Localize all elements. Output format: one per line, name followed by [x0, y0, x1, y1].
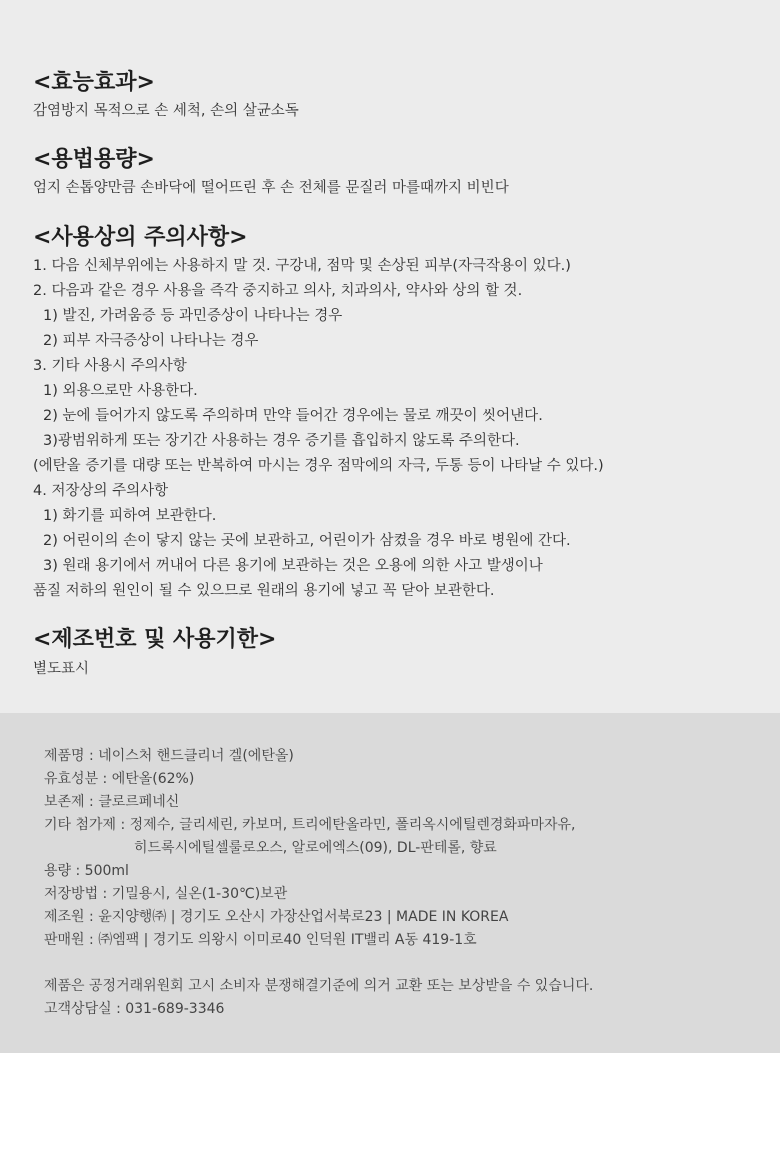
- precaution-line: 품질 저하의 원인이 될 수 있으므로 원래의 용기에 넣고 꼭 닫아 보관한다.: [33, 583, 495, 599]
- additives: 기타 첨가제 : 정제수, 글리세린, 카보머, 트리에탄올라민, 폴리옥시에틸렌경화파마자유,: [44, 817, 576, 833]
- consumer-notice: 제품은 공정거래위원회 고시 소비자 분쟁해결기준에 의거 교환 또는 보상받을 수 있습니다.: [44, 978, 594, 994]
- precaution-line: 3. 기타 사용시 주의사항: [33, 358, 187, 374]
- precaution-line: 1) 발진, 가려움증 등 과민증상이 나타나는 경우: [43, 308, 343, 324]
- seller: 판매원 : ㈜엠팩 | 경기도 의왕시 이미로40 인덕원 IT밸리 A동 419-1호: [44, 932, 477, 948]
- precaution-line: 1) 외용으로만 사용한다.: [43, 383, 198, 399]
- preservative: 보존제 : 클로르페네신: [44, 794, 180, 810]
- manufacture-heading: <제조번호 및 사용기한>: [33, 627, 277, 652]
- storage-method: 저장방법 : 기밀용시, 실온(1-30℃)보관: [44, 886, 288, 902]
- precaution-line: 2) 어린이의 손이 닿지 않는 곳에 보관하고, 어린이가 삼켰을 경우 바로 병원에 간다.: [43, 533, 571, 549]
- precaution-line: 3)광범위하게 또는 장기간 사용하는 경우 증기를 흡입하지 않도록 주의한다.: [43, 433, 520, 449]
- additives-continued: 히드록시에틸셀룰로오스, 알로에엑스(09), DL-판테롤, 향료: [134, 840, 497, 856]
- precaution-line: 3) 원래 용기에서 꺼내어 다른 용기에 보관하는 것은 오용에 의한 사고 발생이나: [43, 558, 543, 574]
- efficacy-heading: <효능효과>: [33, 70, 155, 95]
- precaution-line: (에탄올 증기를 대량 또는 반복하여 마시는 경우 점막에의 자극, 두통 등이 나타날 수 있다.): [33, 458, 604, 474]
- page-footer-space: [0, 1053, 780, 1152]
- precaution-line: 1. 다음 신체부위에는 사용하지 말 것. 구강내, 점막 및 손상된 피부(자극작용이 있다.): [33, 258, 571, 274]
- manufacture-text: 별도표시: [33, 661, 90, 677]
- dosage-heading: <용법용량>: [33, 147, 155, 172]
- dosage-text: 엄지 손톱양만큼 손바닥에 떨어뜨린 후 손 전체를 문질러 마를때까지 비빈다: [33, 180, 509, 196]
- precaution-line: 2. 다음과 같은 경우 사용을 즉각 중지하고 의사, 치과의사, 약사와 상의 할 것.: [33, 283, 523, 299]
- precaution-line: 4. 저장상의 주의사항: [33, 483, 169, 499]
- product-name: 제품명 : 네이스처 핸드클리너 겔(에탄올): [44, 748, 294, 764]
- precaution-line: 2) 피부 자극증상이 나타나는 경우: [43, 333, 259, 349]
- customer-service: 고객상담실 : 031-689-3346: [44, 1001, 225, 1017]
- precautions-heading: <사용상의 주의사항>: [33, 225, 248, 250]
- manufacturer: 제조원 : 윤지양행㈜ | 경기도 오산시 가장산업서북로23 | MADE IN KOREA: [44, 909, 509, 925]
- volume: 용량 : 500ml: [44, 863, 129, 879]
- efficacy-text: 감염방지 목적으로 손 세척, 손의 살균소독: [33, 103, 299, 119]
- precaution-line: 1) 화기를 피하여 보관한다.: [43, 508, 217, 524]
- precaution-line: 2) 눈에 들어가지 않도록 주의하며 만약 들어간 경우에는 물로 깨끗이 씻어낸다.: [43, 408, 543, 424]
- product-info-panel: [0, 713, 780, 1053]
- active-ingredient: 유효성분 : 에탄올(62%): [44, 771, 195, 787]
